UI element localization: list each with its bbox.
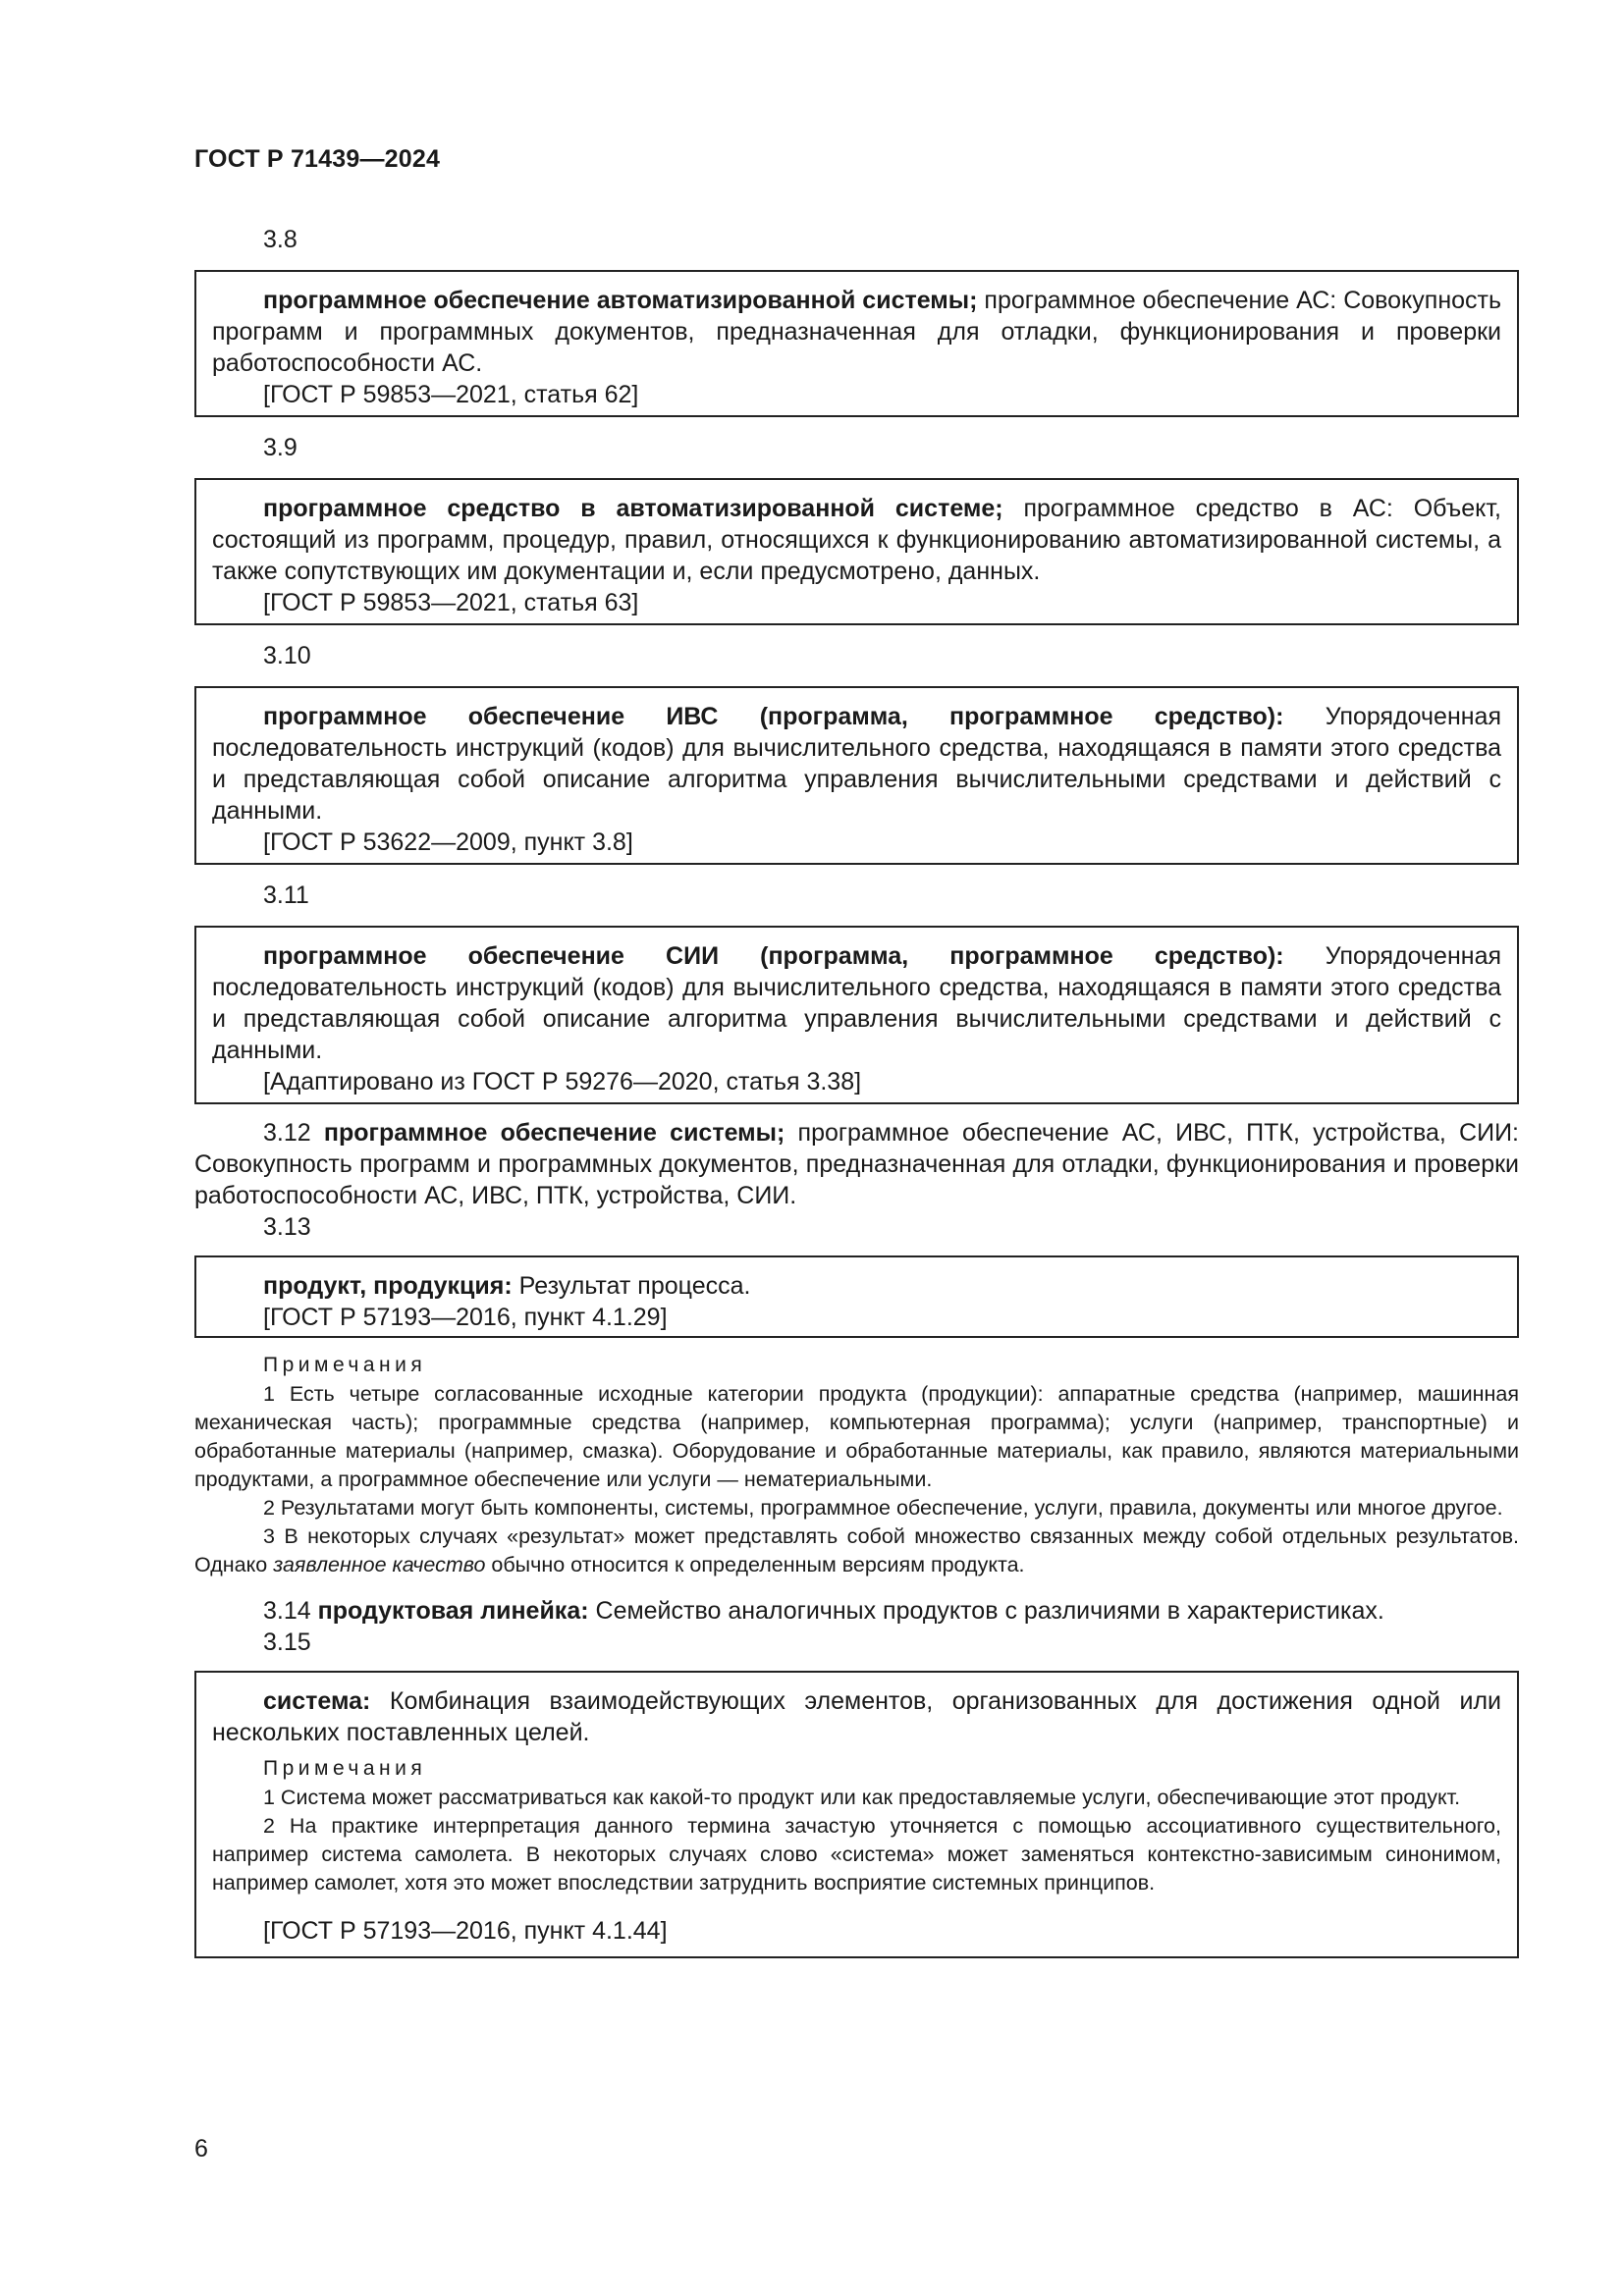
term-box-3-11 (194, 926, 1519, 1104)
term-title: программное обеспечение СИИ (программа, программное средство): (263, 942, 1284, 970)
term-number: 3.15 (263, 1629, 311, 1656)
term-box-3-10 (194, 686, 1519, 865)
term-title: продуктовая линейка: (317, 1597, 589, 1625)
term-number: 3.12 (263, 1119, 311, 1147)
term-number: 3.9 (263, 434, 298, 461)
term-definition (212, 285, 1501, 379)
term-number: 3.14 (263, 1597, 311, 1625)
term-number: 3.11 (263, 881, 309, 909)
term-source: [ГОСТ Р 57193—2016, пункт 4.1.44] (263, 1917, 668, 1945)
definition-text: программное обеспечение АС, ИВС, ПТК, устройства, СИИ: Совокупность программ и программных документов, предназначенная для отладки, функционирования и проверки работоспособности АС, ИВС, ПТК, устройства, СИИ. (194, 1119, 1519, 1209)
note-item (194, 1522, 1519, 1579)
note-item: 1 Система может рассматриваться как какой-то продукт или как предоставляемые услуги, обеспечивающие этот продукт. (263, 1786, 1461, 1809)
term-definition (212, 1270, 1501, 1302)
definition-text: Результат процесса. (512, 1272, 751, 1300)
term-box-3-9 (194, 478, 1519, 625)
definition-text: Семейство аналогичных продуктов с различиями в характеристиках. (588, 1597, 1384, 1625)
document-body (194, 222, 1519, 1971)
notes-heading: Примечания (263, 1354, 427, 1376)
definition-text: Комбинация взаимодействующих элементов, организованных для достижения одной или нескольких поставленных целей. (212, 1687, 1501, 1746)
term-box-3-8 (194, 270, 1519, 417)
term-source: [ГОСТ Р 57193—2016, пункт 4.1.29] (263, 1304, 668, 1331)
term-number: 3.8 (263, 226, 298, 253)
term-source: [ГОСТ Р 59853—2021, статья 62] (263, 381, 639, 408)
note-item: 2 На практике интерпретация данного термина зачастую уточняется с помощью ассоциативного существительного, например система самолета. В некоторых случаях слово «система» может заменяться контекстно-зависимым синонимом, например самолет, хотя это может впоследствии затруднить восприятие системных принципов. (212, 1814, 1501, 1895)
term-title: программное обеспечение ИВС (программа, программное средство): (263, 703, 1284, 730)
note-text: обычно относится к определенным версиям продукта. (485, 1553, 1025, 1576)
term-paragraph-3-14 (194, 1595, 1519, 1627)
term-paragraph-3-12 (194, 1117, 1519, 1211)
definition-text: программное обеспечение АС: Совокупность программ и программных документов, предназначенная для отладки, функционирования и проверки работоспособности АС. (212, 287, 1502, 377)
definition-text: Упорядоченная последовательность инструкций (кодов) для вычислительного средства, находящаяся в памяти этого средства и представляющая собой описание алгоритма управления вычислительными средствами и действий с данными. (212, 942, 1502, 1064)
term-definition (212, 701, 1501, 827)
definition-text: Упорядоченная последовательность инструкций (кодов) для вычислительного средства, находящаяся в памяти этого средства и представляющая собой описание алгоритма управления вычислительными средствами и действий с данными. (212, 703, 1501, 825)
term-source: [ГОСТ Р 53622—2009, пункт 3.8] (263, 828, 633, 856)
term-definition (212, 493, 1501, 587)
term-number: 3.13 (263, 1213, 311, 1241)
note-item: 1 Есть четыре согласованные исходные категории продукта (продукции): аппаратные средства (например, машинная механическая часть); программные средства (например, компьютерная программа); услуги (например, транспортные) и обработанные материалы (например, смазка). Оборудование и обработанные материалы, как правило, являются материальными продуктами, а программное обеспечение или услуги — нематериальными. (194, 1382, 1519, 1491)
term-number: 3.10 (263, 642, 311, 669)
definition-text: программное средство в АС: Объект, состоящий из программ, процедур, правил, относящихся к функционированию автоматизированной системы, а также сопутствующих им документации и, если предусмотрено, данных. (212, 495, 1501, 585)
term-source: [ГОСТ Р 59853—2021, статья 63] (263, 589, 639, 616)
term-definition (212, 940, 1501, 1066)
notes-3-13 (194, 1351, 1519, 1579)
term-title: программное обеспечение системы; (323, 1119, 785, 1147)
document-header: ГОСТ Р 71439—2024 (194, 145, 441, 173)
page-number: 6 (194, 2135, 208, 2163)
term-title: программное средство в автоматизированной системе; (263, 495, 1003, 522)
term-definition (212, 1685, 1501, 1748)
note-item: 2 Результатами могут быть компоненты, системы, программное обеспечение, услуги, правила, документы или многое другое. (263, 1496, 1503, 1520)
term-title: программное обеспечение автоматизированной системы; (263, 287, 978, 314)
term-title: система: (263, 1687, 371, 1715)
note-text: 3 В некоторых случаях «результат» может представлять собой множество связанных между собой отдельных результатов. Однако (194, 1524, 1519, 1576)
term-source: [Адаптировано из ГОСТ Р 59276—2020, статья 3.38] (263, 1068, 862, 1095)
term-box-3-15 (194, 1671, 1519, 1958)
note-italic-term: заявленное качество (273, 1553, 486, 1576)
term-box-3-13 (194, 1255, 1519, 1338)
term-title: продукт, продукция: (263, 1272, 513, 1300)
notes-heading: Примечания (263, 1757, 427, 1780)
